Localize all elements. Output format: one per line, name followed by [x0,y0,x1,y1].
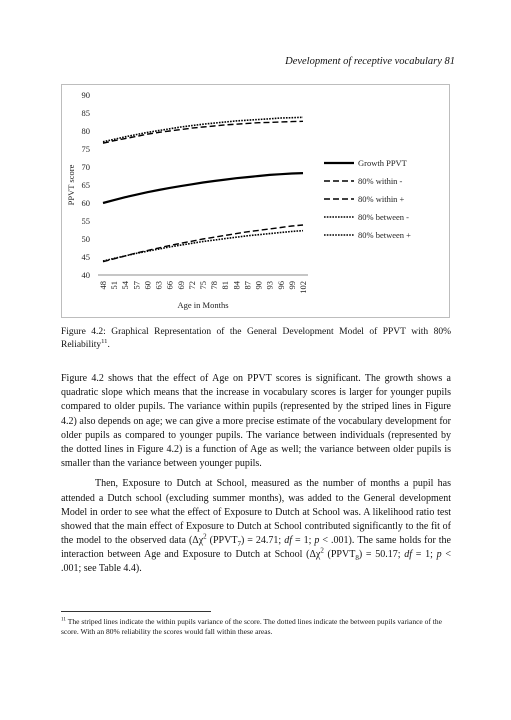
x-tick-label: 63 [153,281,164,290]
x-axis-title: Age in Months [177,300,229,310]
figure-4-2-chart [61,84,450,318]
p2-part-h: = 1; [412,549,437,561]
y-tick-label: 60 [81,198,90,208]
p2-part-a: Then, Exposure to Dutch at School, measured as the number of months a pupil has attended a Dutch school (excluding summer months), was added to the General development Model in order to see what the effect of Exposure to Dutch at School was. A likelihood ratio test showed that the main effect of Exposure to Dutch at School contributed significantly to the fit of the model to the observed data (Δχ [61,478,451,547]
x-tick-label: 93 [264,281,275,290]
legend-label: 80% between + [358,230,411,240]
p2-sup-1: 2 [203,532,207,541]
x-tick-label: 90 [253,281,264,290]
series-line [103,231,303,261]
p2-p-2: p [436,549,442,561]
y-tick-label: 70 [81,162,90,172]
footnote-mark: 11 [61,616,67,623]
p2-part-c: ) = 24.71; [240,535,285,547]
x-tick-label: 69 [175,281,186,290]
x-tick-label: 99 [286,281,297,290]
legend-label: 80% between - [358,212,409,222]
p2-part-d: = 1; [291,535,315,547]
x-tick-label: 75 [198,281,208,290]
footnote-rule [61,611,211,612]
p2-sub-1: 7 [237,540,241,549]
series-line [103,225,303,262]
p2-p-1: p [314,535,320,547]
p2-df-2: df [404,549,413,561]
running-head: Development of receptive vocabulary 81 [285,56,455,67]
caption-footnote-mark: 11 [101,337,108,345]
p2-part-f: (PPVT [323,549,356,561]
series-line [103,173,303,203]
x-tick-label: 87 [242,281,253,290]
body-text [61,372,451,583]
p2-part-i: < .001; see Table 4.4). [61,549,451,575]
x-tick-label: 54 [120,281,131,290]
p2-part-g: ) = 50.17; [358,549,405,561]
line-chart-svg [62,85,449,317]
footnote-text: The striped lines indicate the within pupils variance of the score. The dotted lines indicate the between pupils variance of the score. With an 80% reliability the scores would fall within these areas. [61,617,442,637]
caption-text: Figure 4.2: Graphical Representation of the General Development Model of PPVT with 80% Reliability [61,327,451,350]
x-tick-label: 96 [275,281,286,290]
caption-end: . [107,339,110,350]
x-tick-label: 51 [109,281,120,290]
paragraph-1: Figure 4.2 shows that the effect of Age on PPVT scores is significant. The growth shows a quadratic slope which means that the increase in vocabulary scores is larger for younger pupils compared to older pupils. The variance within pupils (represented by the striped lines in Figure 4.2) also depends on age; we can give a more precise estimate of the vocabulary development for older pupils as compared to younger pupils. The variance between individuals (represented by the dotted lines in Figure 4.2) is a function of Age as well; the variance between older pupils is smaller than the variance between younger pupils. [61,373,451,470]
x-tick-label: 60 [142,281,153,290]
x-tick-label: 48 [98,281,108,290]
legend-label: 80% within - [358,176,403,186]
figure-caption [61,326,451,352]
series-line [103,117,303,142]
paragraph-2 [61,477,451,576]
y-tick-label: 55 [81,216,90,226]
footnote [61,617,451,637]
x-tick-label: 81 [220,281,231,290]
y-tick-label: 40 [81,270,90,280]
x-tick-label: 102 [298,281,308,294]
y-tick-label: 45 [81,252,90,262]
x-tick-label: 84 [231,281,242,290]
y-axis-title: PPVT score [66,164,76,206]
x-tick-label: 57 [131,281,142,290]
legend-label: 80% within + [358,194,405,204]
y-tick-label: 80 [81,126,90,136]
p2-sup-2: 2 [320,546,324,555]
p2-df-1: df [284,535,292,547]
p2-part-b: (PPVT [206,535,238,547]
y-tick-label: 85 [81,108,90,118]
y-tick-label: 90 [81,90,90,100]
y-tick-label: 75 [81,144,90,154]
p2-sub-2: 8 [355,554,359,563]
y-tick-label: 65 [81,180,90,190]
y-tick-label: 50 [81,234,90,244]
x-tick-label: 78 [209,281,220,290]
x-tick-label: 72 [186,281,197,290]
x-tick-label: 66 [164,281,175,290]
p2-part-e: < .001). The same holds for the interaction between Age and Exposure to Dutch at School (Δχ [61,535,451,561]
legend-label: Growth PPVT [358,158,407,168]
